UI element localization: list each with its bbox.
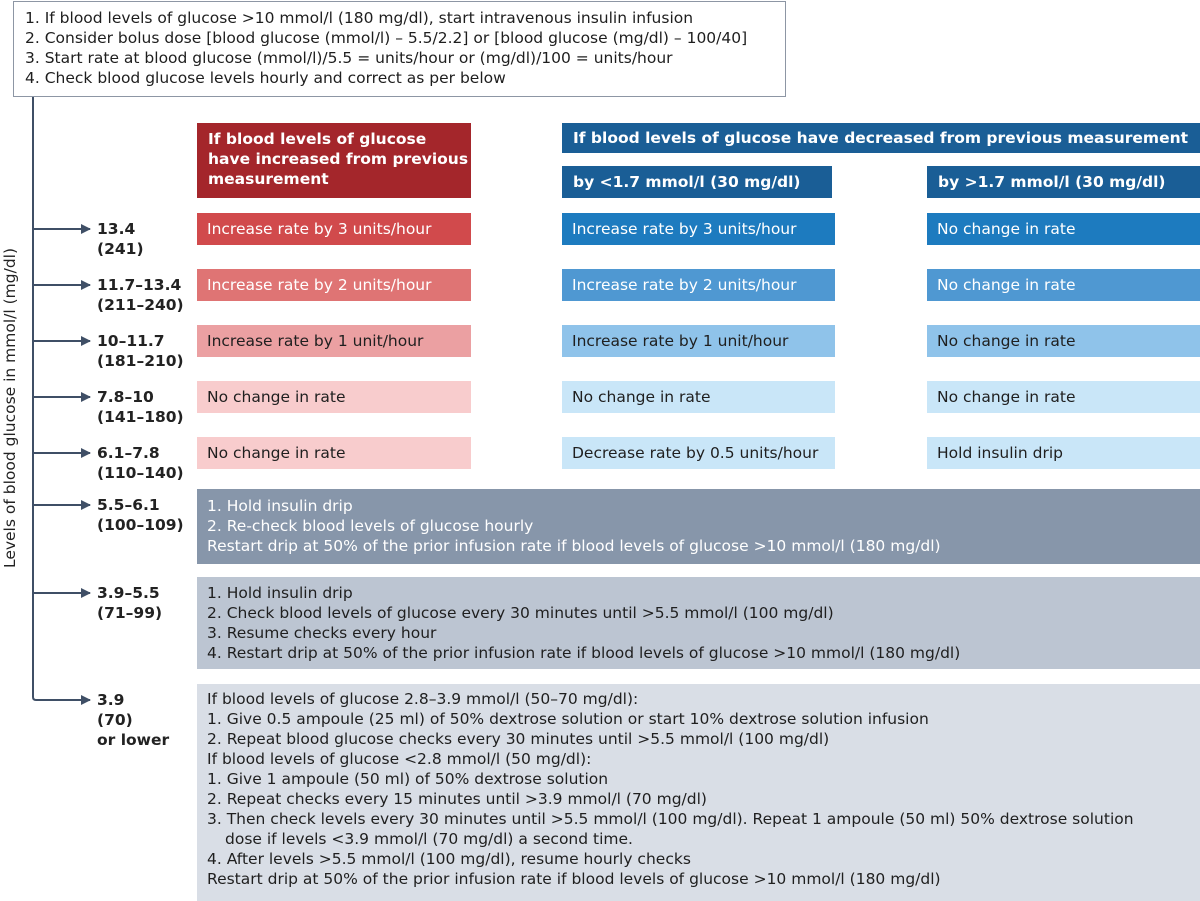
cell-decreased-gt: No change in rate bbox=[927, 213, 1200, 245]
instruction-1: 1. If blood levels of glucose >10 mmol/l (180 mg/dl), start intravenous insulin infusion bbox=[25, 9, 694, 27]
level-mgdl: (110–140) bbox=[97, 464, 184, 482]
action-line: dose if levels <3.9 mmol/l (70 mg/dl) a second time. bbox=[225, 830, 633, 848]
action-line: 2. Repeat checks every 15 minutes until >3.9 mmol/l (70 mg/dl) bbox=[207, 790, 707, 808]
instruction-3: 3. Start rate at blood glucose (mmol/l)/5.5 = units/hour or (mg/dl)/100 = units/hour bbox=[25, 49, 673, 67]
action-line: 1. Give 0.5 ampoule (25 ml) of 50% dextrose solution or start 10% dextrose solution infusion bbox=[207, 710, 929, 728]
action-box-5-5 bbox=[197, 489, 1200, 564]
action-line: 3. Then check levels every 30 minutes until >5.5 mmol/l (100 mg/dl). Repeat 1 ampoule (50 ml) 50% dextrose solution bbox=[207, 810, 1134, 828]
level-mmol: 6.1–7.8 bbox=[97, 444, 160, 462]
cell-increased: Increase rate by 1 unit/hour bbox=[197, 325, 471, 357]
action-line: 3. Resume checks every hour bbox=[207, 624, 437, 642]
instruction-4: 4. Check blood glucose levels hourly and correct as per below bbox=[25, 69, 506, 87]
header-decreased-lt: by <1.7 mmol/l (30 mg/dl) bbox=[562, 166, 832, 198]
action-line: 1. Hold insulin drip bbox=[207, 584, 353, 602]
header-decreased-gt: by >1.7 mmol/l (30 mg/dl) bbox=[927, 166, 1200, 198]
action-line: 4. Restart drip at 50% of the prior infusion rate if blood levels of glucose >10 mmol/l (180 mg/dl) bbox=[207, 644, 961, 662]
level-label bbox=[97, 583, 197, 623]
action-line: 1. Give 1 ampoule (50 ml) of 50% dextrose solution bbox=[207, 770, 609, 788]
level-mgdl: (141–180) bbox=[97, 408, 184, 426]
cell-decreased-gt: No change in rate bbox=[927, 325, 1200, 357]
cell-decreased-lt: Increase rate by 1 unit/hour bbox=[562, 325, 835, 357]
level-label bbox=[97, 690, 197, 750]
level-mmol: 3.9–5.5 bbox=[97, 584, 160, 602]
action-line: 1. Hold insulin drip bbox=[207, 497, 353, 515]
level-mmol: 3.9 bbox=[97, 691, 125, 709]
action-line: 4. After levels >5.5 mmol/l (100 mg/dl), resume hourly checks bbox=[207, 850, 691, 868]
axis-arrow-row-8 bbox=[33, 697, 90, 700]
level-label bbox=[97, 275, 197, 315]
action-box-low bbox=[197, 684, 1200, 901]
level-mmol: 10–11.7 bbox=[97, 332, 165, 350]
level-mmol: 5.5–6.1 bbox=[97, 496, 160, 514]
cell-increased: Increase rate by 2 units/hour bbox=[197, 269, 471, 301]
action-box-3-9 bbox=[197, 577, 1200, 669]
cell-decreased-gt: No change in rate bbox=[927, 381, 1200, 413]
level-mmol: 11.7–13.4 bbox=[97, 276, 182, 294]
action-line: Restart drip at 50% of the prior infusion rate if blood levels of glucose >10 mmol/l (180 mg/dl) bbox=[207, 870, 941, 888]
level-mmol: 7.8–10 bbox=[97, 388, 154, 406]
action-line: If blood levels of glucose <2.8 mmol/l (50 mg/dl): bbox=[207, 750, 592, 768]
level-label bbox=[97, 443, 197, 483]
level-mgdl: (181–210) bbox=[97, 352, 184, 370]
action-line: 2. Check blood levels of glucose every 30 minutes until >5.5 mmol/l (100 mg/dl) bbox=[207, 604, 834, 622]
cell-decreased-gt: No change in rate bbox=[927, 269, 1200, 301]
level-extra: or lower bbox=[97, 731, 170, 749]
cell-decreased-lt: Decrease rate by 0.5 units/hour bbox=[562, 437, 835, 469]
level-label bbox=[97, 331, 197, 371]
level-mgdl: (71–99) bbox=[97, 604, 163, 622]
cell-decreased-lt: No change in rate bbox=[562, 381, 835, 413]
level-label bbox=[97, 387, 197, 427]
level-mgdl: (100–109) bbox=[97, 516, 184, 534]
cell-increased: No change in rate bbox=[197, 381, 471, 413]
header-increased: If blood levels of glucose have increased from previous measurement bbox=[197, 123, 471, 198]
cell-increased: Increase rate by 3 units/hour bbox=[197, 213, 471, 245]
level-label bbox=[97, 219, 197, 259]
action-line: If blood levels of glucose 2.8–3.9 mmol/l (50–70 mg/dl): bbox=[207, 690, 639, 708]
level-mgdl: (241) bbox=[97, 240, 144, 258]
level-mgdl: (211–240) bbox=[97, 296, 184, 314]
cell-decreased-lt: Increase rate by 3 units/hour bbox=[562, 213, 835, 245]
instructions-box bbox=[13, 1, 786, 97]
instruction-2: 2. Consider bolus dose [blood glucose (mmol/l) – 5.5/2.2] or [blood glucose (mg/dl) – 100/40] bbox=[25, 29, 748, 47]
action-line: Restart drip at 50% of the prior infusion rate if blood levels of glucose >10 mmol/l (180 mg/dl) bbox=[207, 537, 941, 555]
cell-decreased-lt: Increase rate by 2 units/hour bbox=[562, 269, 835, 301]
cell-decreased-gt: Hold insulin drip bbox=[927, 437, 1200, 469]
action-line: 2. Repeat blood glucose checks every 30 minutes until >5.5 mmol/l (100 mg/dl) bbox=[207, 730, 830, 748]
action-line: 2. Re-check blood levels of glucose hourly bbox=[207, 517, 534, 535]
level-mgdl: (70) bbox=[97, 711, 133, 729]
cell-increased: No change in rate bbox=[197, 437, 471, 469]
header-decreased: If blood levels of glucose have decreased from previous measurement bbox=[562, 123, 1200, 153]
level-mmol: 13.4 bbox=[97, 220, 136, 238]
level-label bbox=[97, 495, 197, 535]
axis-title: Levels of blood glucose in mmol/l (mg/dl) bbox=[1, 247, 19, 569]
